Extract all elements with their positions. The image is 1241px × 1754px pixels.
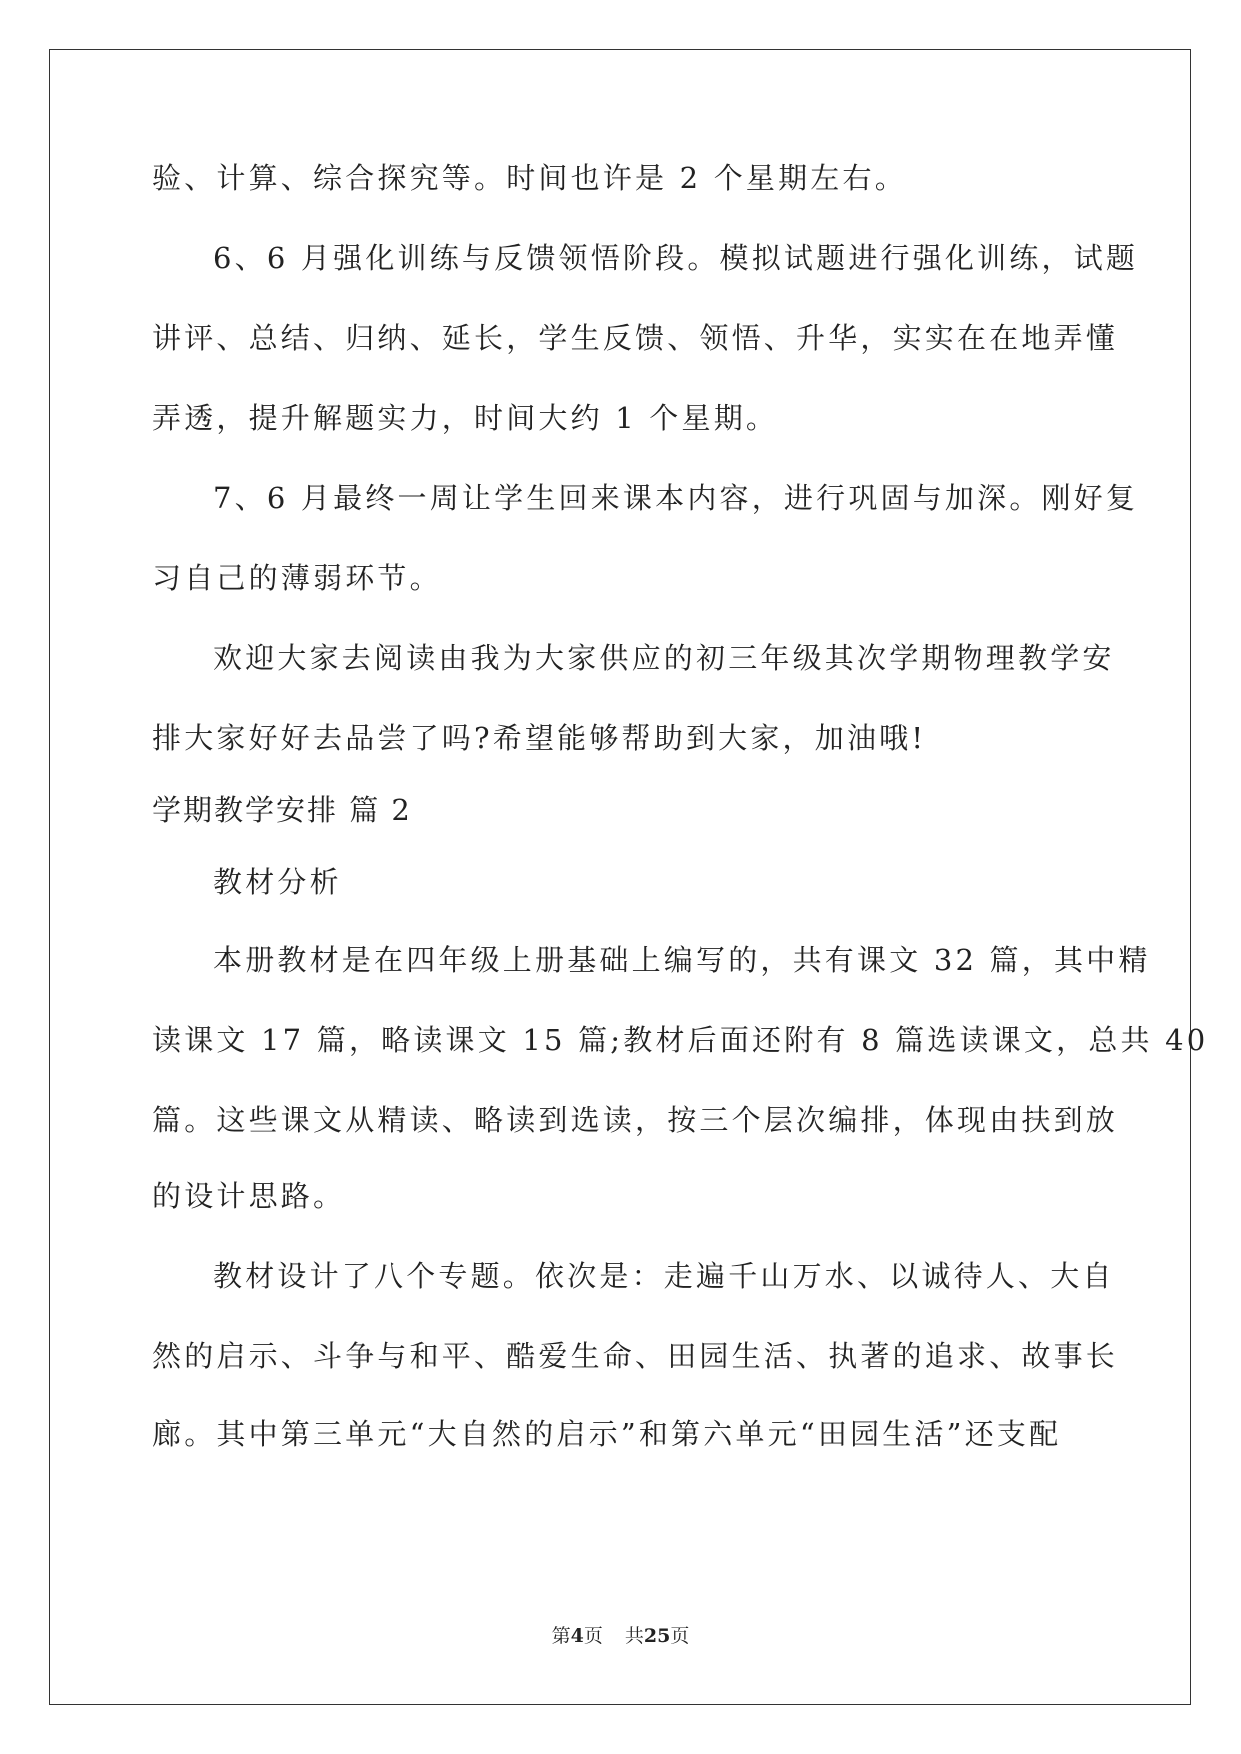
footer-prefix: 第 xyxy=(551,1625,571,1647)
paragraph-line: 讲评、总结、归纳、延长，学生反馈、领悟、升华，实实在在地弄懂 xyxy=(152,321,1119,355)
paragraph-line: 欢迎大家去阅读由我为大家供应的初三年级其次学期物理教学安 xyxy=(213,641,1115,675)
paragraph-line: 本册教材是在四年级上册基础上编写的，共有课文 32 篇，其中精 xyxy=(213,943,1151,977)
page-footer xyxy=(0,1624,1241,1648)
subheading: 教材分析 xyxy=(213,865,342,899)
paragraph-line: 然的启示、斗争与和平、酷爱生命、田园生活、执著的追求、故事长 xyxy=(152,1339,1119,1373)
paragraph-line: 教材设计了八个专题。依次是：走遍千山万水、以诚待人、大自 xyxy=(213,1259,1115,1293)
footer-page-suffix: 页 xyxy=(583,1625,603,1647)
paragraph-line: 7、6 月最终一周让学生回来课本内容，进行巩固与加深。刚好复 xyxy=(213,481,1139,515)
paragraph-line: 习自己的薄弱环节。 xyxy=(152,561,442,595)
paragraph-line: 的设计思路。 xyxy=(152,1179,346,1213)
paragraph-line: 验、计算、综合探究等。时间也许是 2 个星期左右。 xyxy=(152,161,907,195)
paragraph-line: 篇。这些课文从精读、略读到选读，按三个层次编排，体现由扶到放 xyxy=(152,1103,1119,1137)
section-heading: 学期教学安排 篇 2 xyxy=(152,793,412,827)
paragraph-line: 6、6 月强化训练与反馈领悟阶段。模拟试题进行强化训练，试题 xyxy=(213,241,1139,275)
paragraph-line: 弄透，提升解题实力，时间大约 1 个星期。 xyxy=(152,401,779,435)
paragraph-line: 廊。其中第三单元“大自然的启示”和第六单元“田园生活”还支配 xyxy=(152,1417,1062,1451)
footer-total-prefix: 共 xyxy=(624,1625,644,1647)
paragraph-line: 读课文 17 篇，略读课文 15 篇;教材后面还附有 8 篇选读课文，总共 40 xyxy=(152,1023,1209,1057)
total-page-count: 25 xyxy=(643,1625,671,1647)
paragraph-line: 排大家好好去品尝了吗?希望能够帮助到大家，加油哦! xyxy=(152,721,927,755)
footer-total-suffix: 页 xyxy=(670,1625,690,1647)
current-page-number: 4 xyxy=(570,1625,584,1647)
